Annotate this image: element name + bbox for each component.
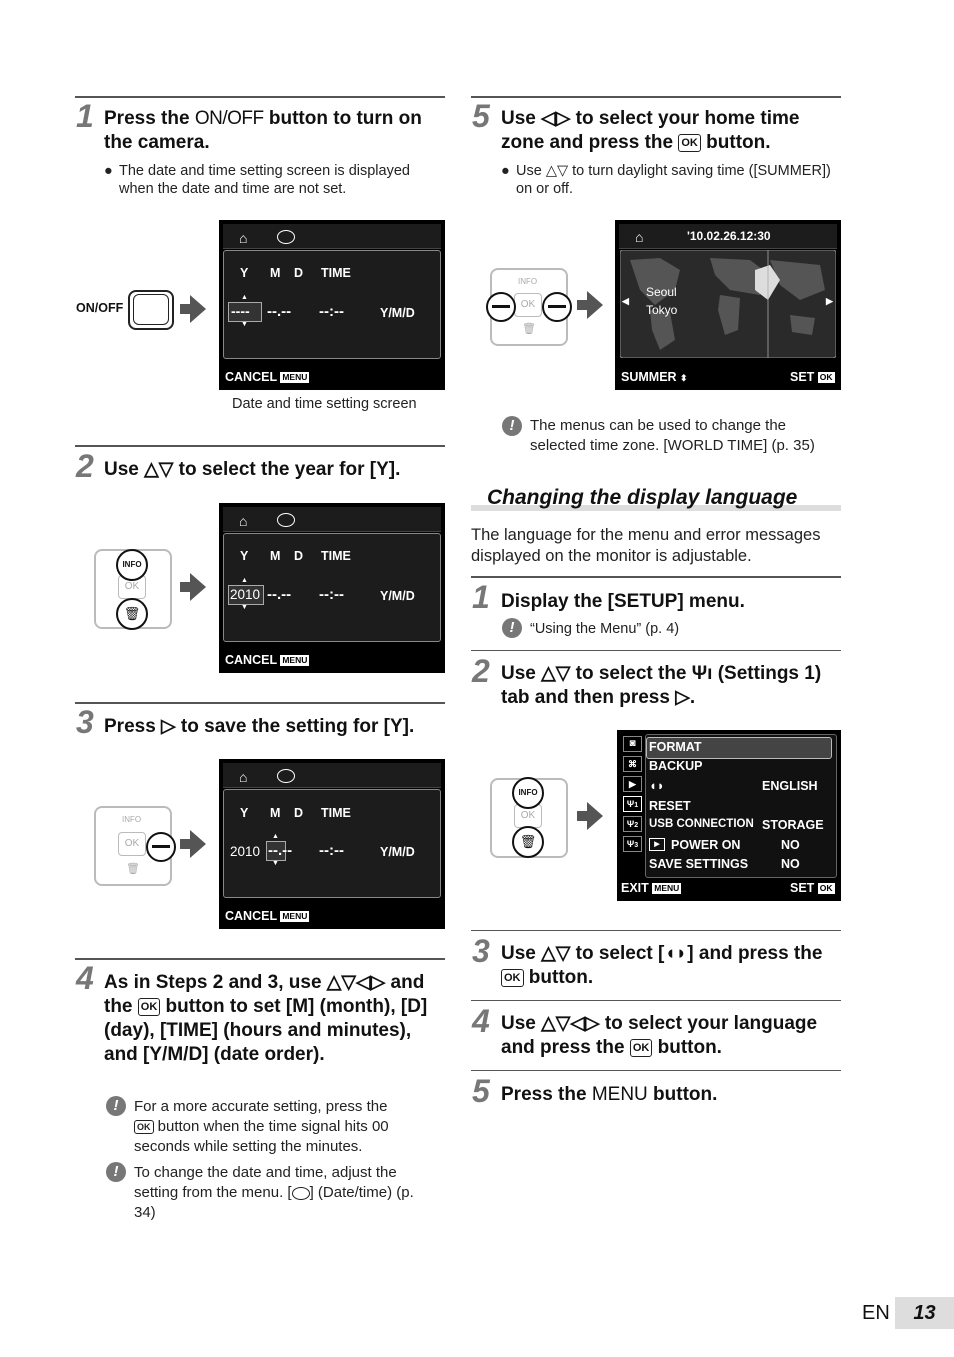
ok-button-faint: OK (118, 832, 146, 856)
world-datetime: '10.02.26.12:30 (687, 229, 771, 243)
clock-icon (292, 1187, 310, 1200)
clock-icon (277, 513, 295, 527)
r-step3-text (501, 942, 841, 990)
r-step3-rule (471, 930, 841, 931)
right-arrow-icon: ▶ (826, 296, 833, 306)
step1-text (104, 107, 444, 155)
col-y: Y (240, 806, 249, 820)
exit-text: EXIT (621, 881, 649, 895)
cancel-label (225, 909, 309, 923)
language-icon: ◖◗ (664, 943, 688, 964)
step4-text-a: As in Steps 2 and 3, use △▽◁▷ and the (104, 972, 425, 1017)
md-value: --.-- (267, 303, 292, 320)
set-label (790, 881, 835, 895)
exit-label (621, 881, 681, 895)
cancel-label (225, 653, 309, 667)
col-y: Y (240, 549, 249, 563)
step5-rule (471, 96, 841, 98)
settings-tab-icon: Ψı (691, 663, 713, 684)
step4-text-b: button to set [M] (month), [D] (day), [TIME] (hours and minutes), and [Y/M/D] (date order). (104, 996, 428, 1065)
tab-num: 3 (634, 842, 639, 849)
info-label-faint: INFO (518, 277, 538, 286)
col-time: TIME (321, 549, 351, 563)
step1-bullet (104, 162, 424, 198)
note-icon: ! (106, 1096, 126, 1116)
col-d: D (294, 549, 304, 563)
col-m: M (270, 549, 281, 563)
ok-button-icon: OK (501, 969, 524, 987)
r-step1-rule (471, 576, 841, 578)
up-down-icon: ⬍ (680, 373, 688, 383)
bullet-dot: ● (501, 163, 510, 179)
step5-number: 5 (472, 98, 490, 134)
step4-rule (75, 958, 445, 960)
r-step4-number: 4 (472, 1003, 490, 1039)
step5-text-a: Use ◁▷ to select your home time zone and press the (501, 108, 800, 153)
col-y: Y (240, 266, 249, 280)
ok-button-faint: OK (118, 575, 146, 599)
arrow-right-icon (190, 295, 206, 323)
minus-icon (492, 305, 510, 308)
menu-item-usb: USB CONNECTION (649, 818, 754, 830)
page-number: 13 (895, 1297, 954, 1329)
movie-tab-icon: ⌘ (623, 756, 642, 772)
step4-number: 4 (76, 960, 94, 996)
section-intro: The language for the menu and error messages displayed on the monitor is adjustable. (471, 526, 821, 565)
ok-tag: OK (819, 372, 833, 383)
r-step5-text-a: Press the (501, 1084, 592, 1105)
settings1-tab-icon: Ψ1 (623, 796, 642, 812)
time-value: --:-- (319, 303, 344, 320)
step2-rule (75, 445, 445, 447)
time-value: --:-- (319, 842, 344, 859)
set-label (790, 370, 835, 384)
section-title: Changing the display language (487, 486, 798, 509)
down-triangle-icon: ▼ (241, 604, 248, 611)
language-icon: ◖◗ (649, 778, 665, 793)
trash-button: 🗑 (512, 826, 544, 858)
r-step3-text-a: Use △▽ to select [ (501, 943, 665, 964)
onoff-label: ON/OFF (76, 301, 124, 315)
step1-text-a: Press the (104, 108, 195, 129)
r-step2-rule (471, 650, 841, 651)
setup-menu-screen (617, 730, 841, 901)
col-m: M (270, 266, 281, 280)
right-button (542, 292, 572, 322)
menu-item-save-value: NO (781, 857, 800, 871)
menu-tag: MENU (282, 655, 308, 666)
ok-button-icon: OK (134, 1120, 154, 1134)
step3-rule (75, 702, 445, 704)
menu-item-usb-value: STORAGE (762, 818, 824, 832)
arrow-right-icon (587, 291, 603, 319)
settings3-tab-icon: Ψ3 (623, 836, 642, 852)
minus-icon (548, 305, 566, 308)
menu-item-backup: BACKUP (649, 759, 703, 773)
menu-button-label: MENU (591, 1084, 648, 1105)
arrow-right-icon (190, 830, 206, 858)
menu-item-save: SAVE SETTINGS (649, 857, 749, 871)
year-value: ---- (231, 303, 250, 319)
step1-bullet-text: The date and time setting screen is displayed when the date and time are not set. (119, 163, 410, 197)
r-step3-number: 3 (472, 933, 490, 969)
down-triangle-icon: ▼ (241, 321, 248, 328)
step3-number: 3 (76, 704, 94, 740)
cancel-text: CANCEL (225, 370, 277, 384)
col-time: TIME (321, 806, 351, 820)
md-value: --.-- (268, 842, 293, 859)
r-step4-text (501, 1012, 841, 1060)
r-step5-number: 5 (472, 1073, 490, 1109)
col-d: D (294, 266, 304, 280)
arrow-right-icon (190, 573, 206, 601)
r-step5-text (501, 1083, 841, 1107)
r-step2-text-a: Use △▽ to select the (501, 663, 692, 684)
menu-item-language-value: ENGLISH (762, 779, 818, 793)
date-screen-3 (219, 759, 445, 929)
city-tokyo: Tokyo (646, 303, 678, 317)
trash-button: 🗑 (116, 598, 148, 630)
ok-button-icon: OK (630, 1039, 653, 1057)
r-step3-text-c: button. (523, 967, 594, 988)
down-triangle-icon: ▼ (272, 860, 279, 867)
step4-text (104, 971, 434, 1067)
r-step3-text-b: ] and press the (687, 943, 823, 964)
col-d: D (294, 806, 304, 820)
summer-label (621, 370, 688, 384)
home-icon: ⌂ (239, 230, 248, 246)
screen-topbar (223, 224, 441, 249)
md-value: --.-- (267, 586, 292, 603)
screen-topbar (223, 507, 441, 532)
step5-bullet (501, 162, 846, 198)
cancel-text: CANCEL (225, 909, 277, 923)
info-button: INFO (116, 549, 148, 581)
r-step4-rule (471, 1000, 841, 1001)
r-step4-text-b: button. (652, 1037, 722, 1058)
ok-button-faint: OK (514, 293, 542, 317)
note-icon: ! (502, 618, 522, 638)
ok-tag: OK (819, 883, 833, 894)
menu-tag: MENU (282, 911, 308, 922)
step4-note2 (134, 1163, 424, 1223)
col-m: M (270, 806, 281, 820)
menus-note: The menus can be used to change the selected time zone. [WORLD TIME] (p. 35) (530, 417, 815, 454)
city-seoul: Seoul (646, 285, 677, 299)
screen-topbar (223, 763, 441, 788)
cancel-label (225, 370, 309, 384)
left-arrow-icon: ◀ (622, 296, 629, 306)
note1-text-b: button when the time signal hits 00 seconds while setting the minutes. (134, 1118, 389, 1155)
step4-note1 (134, 1097, 414, 1157)
footer-lang: EN (862, 1302, 890, 1324)
time-value: --:-- (319, 586, 344, 603)
note1-text-a: For a more accurate setting, press the (134, 1098, 388, 1115)
r-step2-text-b: (Settings 1) tab and then press ▷. (501, 663, 822, 708)
step2-text: Use △▽ to select the year for [Y]. (104, 459, 401, 480)
note-icon: ! (502, 416, 522, 436)
menu-item-poweron: POWER ON (671, 838, 741, 852)
minus-icon (152, 845, 170, 848)
menu-tag: MENU (654, 883, 680, 894)
date-screen-caption: Date and time setting screen (232, 396, 417, 412)
camera-tab-icon: ◙ (623, 736, 642, 752)
bullet-dot: ● (104, 163, 113, 179)
menu-tag: MENU (282, 372, 308, 383)
step5-text-b: button. (700, 132, 771, 153)
r-step2-number: 2 (472, 653, 490, 689)
ok-button-icon: OK (678, 134, 701, 152)
r-step2-text (501, 662, 841, 710)
date-screen-2 (219, 503, 445, 673)
menu-item-poweron-value: NO (781, 838, 800, 852)
ok-button-icon: OK (138, 998, 161, 1016)
r-step5-text-b: button. (647, 1084, 718, 1105)
up-triangle-icon: ▲ (272, 833, 279, 840)
r-step1-note: “Using the Menu” (p. 4) (530, 621, 680, 637)
settings2-tab-icon: Ψ2 (623, 816, 642, 832)
info-button: INFO (512, 777, 544, 809)
step1-rule (75, 96, 445, 98)
step1-onoff: ON/OFF (194, 108, 264, 129)
trash-icon-faint: 🗑 (126, 863, 140, 875)
set-text: SET (790, 881, 815, 895)
tab-num: 1 (634, 802, 639, 809)
right-button (146, 832, 176, 862)
note2-text-b: ] (Date/time) (p. 34) (134, 1184, 414, 1221)
onoff-button-inner (133, 294, 169, 325)
step5-bullet-text: Use △▽ to turn daylight saving time ([SUMMER]) on or off. (516, 163, 831, 197)
step3-text: Press ▷ to save the setting for [Y]. (104, 716, 415, 737)
order-value: Y/M/D (380, 306, 415, 320)
home-icon: ⌂ (239, 513, 248, 529)
menu-item-reset: RESET (649, 799, 691, 813)
home-icon: ⌂ (239, 769, 248, 785)
arrow-right-icon (587, 802, 603, 830)
play-icon: ▶ (649, 838, 665, 851)
world-time-screen (615, 220, 841, 390)
left-button (486, 292, 516, 322)
order-value: Y/M/D (380, 589, 415, 603)
step5-text (501, 107, 841, 155)
note-icon: ! (106, 1162, 126, 1182)
order-value: Y/M/D (380, 845, 415, 859)
date-screen-1 (219, 220, 445, 390)
cancel-text: CANCEL (225, 653, 277, 667)
set-text: SET (790, 370, 815, 384)
tab-num: 2 (634, 822, 639, 829)
clock-icon (277, 230, 295, 244)
play-tab-icon: ▶ (623, 776, 642, 792)
year-value: 2010 (230, 587, 261, 602)
r-step4-text-a: Use △▽◁▷ to select your language and press the (501, 1013, 818, 1058)
trash-icon-faint: 🗑 (522, 323, 536, 335)
summer-text: SUMMER (621, 370, 677, 384)
year-value: 2010 (230, 844, 261, 859)
note2-text-a: To change the date and time, adjust the setting from the menu. [ (134, 1164, 397, 1201)
ok-button-faint: OK (514, 804, 542, 828)
r-step5-rule (471, 1070, 841, 1071)
home-icon: ⌂ (635, 229, 644, 245)
step2-number: 2 (76, 448, 94, 484)
up-triangle-icon: ▲ (241, 577, 248, 584)
step1-text-b: button to turn on the camera. (104, 108, 422, 153)
clock-icon (277, 769, 295, 783)
info-label-faint: INFO (122, 815, 142, 824)
col-time: TIME (321, 266, 351, 280)
up-triangle-icon: ▲ (241, 294, 248, 301)
r-step1-text: Display the [SETUP] menu. (501, 591, 745, 612)
menu-item-format: FORMAT (649, 740, 702, 754)
step1-number: 1 (76, 98, 94, 134)
r-step1-number: 1 (472, 579, 490, 615)
